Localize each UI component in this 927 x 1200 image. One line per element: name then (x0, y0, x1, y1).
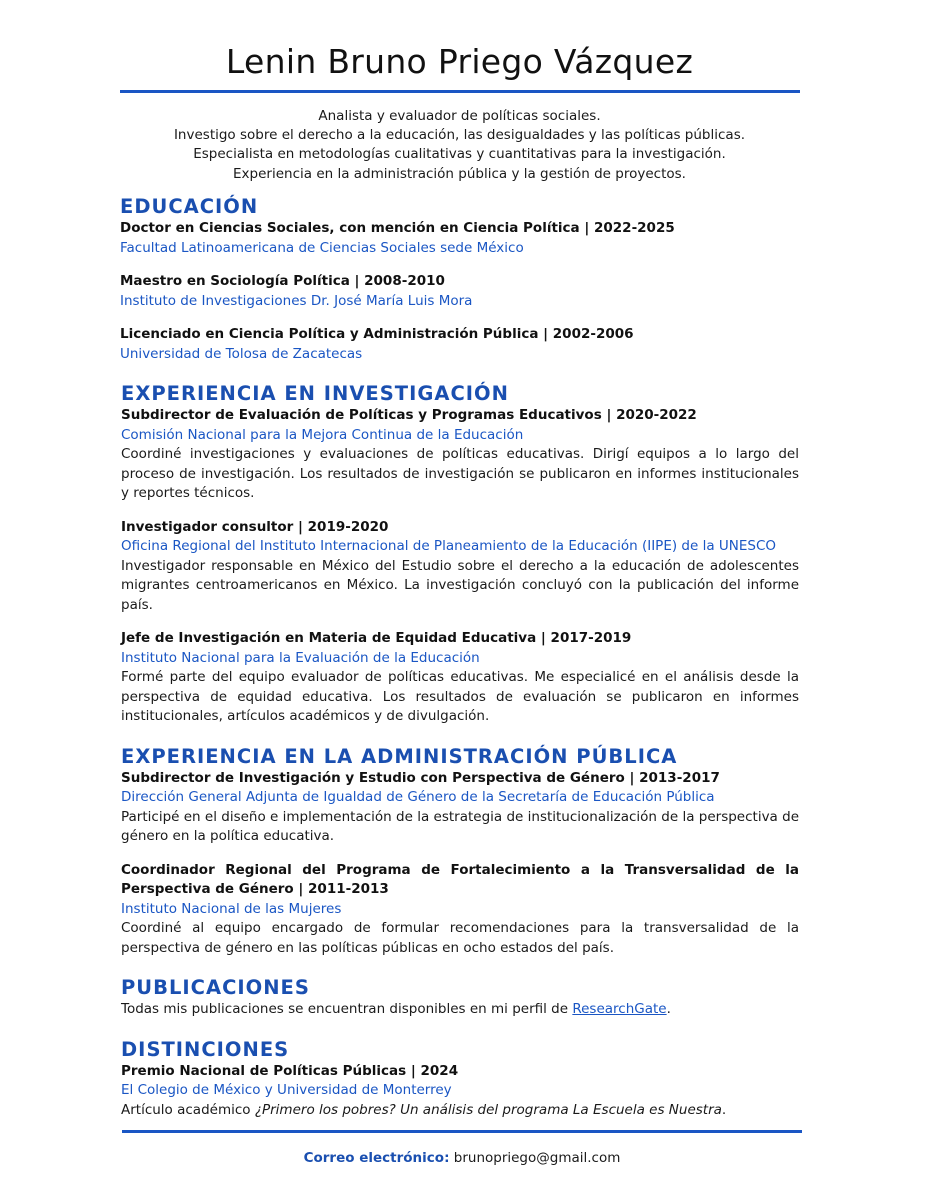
public-admin-heading: EXPERIENCIA EN LA ADMINISTRACIÓN PÚBLICA (121, 744, 678, 768)
candidate-name: Lenin Bruno Priego Vázquez (225, 42, 694, 81)
degree-title: Doctor en Ciencias Sociales, con mención en Ciencia Política | 2022-2025 (120, 220, 675, 236)
position-title: Investigador consultor | 2019-2020 (121, 518, 389, 535)
education-entry (120, 325, 799, 364)
position-title: Subdirector de Investigación y Estudio con Perspectiva de Género | 2013-2017 (121, 769, 720, 786)
institution: Universidad de Tolosa de Zacatecas (120, 345, 363, 362)
award-desc-suffix: . (721, 1101, 727, 1118)
award-article-title: ¿Primero los pobres? Un análisis del programa La Escuela es Nuestra (254, 1101, 722, 1118)
cv-content (120, 195, 799, 1120)
degree-title: Maestro en Sociología Política | 2008-2010 (120, 273, 445, 289)
education-heading: EDUCACIÓN (120, 195, 259, 218)
distinctions-heading: DISTINCIONES (121, 1037, 290, 1061)
researchgate-link[interactable]: ResearchGate (572, 1001, 667, 1017)
education-entry (120, 219, 799, 258)
distinctions-section (120, 1038, 799, 1121)
research-entry (121, 629, 799, 727)
summary-line: Especialista en metodologías cualitativas y cuantitativas para la investigación. (193, 146, 726, 163)
position-description: Coordiné al equipo encargado de formular recomendaciones para la transversalidad de la perspectiva de género en las políticas públicas en ocho estados del país. (121, 920, 799, 956)
summary-line: Experiencia en la administración pública y la gestión de proyectos. (233, 165, 686, 182)
position-title: Subdirector de Evaluación de Políticas y Programas Educativos | 2020-2022 (121, 407, 697, 423)
research-entry (121, 406, 799, 504)
publications-text-before: Todas mis publicaciones se encuentran disponibles en mi perfil de (121, 1001, 573, 1017)
position-title: Jefe de Investigación en Materia de Equidad Educativa | 2017-2019 (121, 630, 632, 646)
research-section (120, 382, 799, 727)
email-label: Correo electrónico: (303, 1150, 450, 1166)
contact-footer (122, 1149, 802, 1168)
position-description: Coordiné investigaciones y evaluaciones de políticas educativas. Dirigí equipos a lo largo del proceso de investigación. Los resultados de investigación se publicaron en informes institucionales y reportes técnicos. (121, 446, 799, 501)
education-entry (120, 272, 799, 311)
organization: Instituto Nacional para la Evaluación de la Educación (121, 649, 480, 666)
award-title: Premio Nacional de Políticas Públicas | 2024 (121, 1062, 459, 1079)
position-description: Formé parte del equipo evaluador de políticas educativas. Me especialicé en el análisis desde la perspectiva de equidad educativa. Los resultados de evaluación se publicaron en informes institucionales, artículos académicos y de divulgación. (121, 669, 799, 724)
organization: Oficina Regional del Instituto Internacional de Planeamiento de la Educación (IIPE) de la UNESCO (121, 538, 777, 554)
footer-divider (122, 1130, 802, 1133)
degree-title: Licenciado en Ciencia Política y Administración Pública | 2002-2006 (120, 326, 634, 342)
position-description: Participé en el diseño e implementación de la estrategia de institucionalización de la perspectiva de género en la política educativa. (121, 808, 799, 844)
organization: Instituto Nacional de las Mujeres (121, 900, 342, 917)
position-title: Coordinador Regional del Programa de Fortalecimiento a la Transversalidad de la Perspectiva de Género | 2011-2013 (121, 861, 799, 897)
public-admin-entry (121, 861, 799, 959)
organization: Comisión Nacional para la Mejora Continua de la Educación (121, 426, 524, 443)
summary-line: Investigo sobre el derecho a la educación, las desigualdades y las políticas públicas. (173, 127, 746, 144)
publications-text-after: . (666, 1001, 671, 1017)
publications-section (120, 976, 799, 1020)
institution: Instituto de Investigaciones Dr. José María Luis Mora (120, 292, 473, 309)
institution: Facultad Latinoamericana de Ciencias Sociales sede México (120, 239, 524, 256)
public-admin-section (120, 745, 799, 959)
profile-summary (120, 107, 799, 184)
publications-text (121, 1000, 799, 1020)
organization: Dirección General Adjunta de Igualdad de Género de la Secretaría de Educación Pública (121, 789, 715, 805)
award-description (121, 1101, 799, 1121)
research-entry (121, 518, 799, 616)
email-address[interactable]: brunopriego@gmail.com (453, 1150, 621, 1166)
public-admin-entry (121, 769, 799, 847)
education-section (120, 195, 799, 364)
research-heading: EXPERIENCIA EN INVESTIGACIÓN (121, 382, 509, 405)
award-desc-prefix: Artículo académico (121, 1101, 255, 1118)
position-description: Investigador responsable en México del Estudio sobre el derecho a la educación de adolescentes migrantes centroamericanos en México. La investigación concluyó con la publicación del informe país. (121, 557, 799, 613)
award-organization: El Colegio de México y Universidad de Monterrey (121, 1082, 452, 1098)
summary-line: Analista y evaluador de políticas sociales. (318, 108, 601, 124)
header-divider (120, 90, 800, 93)
publications-heading: PUBLICACIONES (121, 976, 310, 999)
